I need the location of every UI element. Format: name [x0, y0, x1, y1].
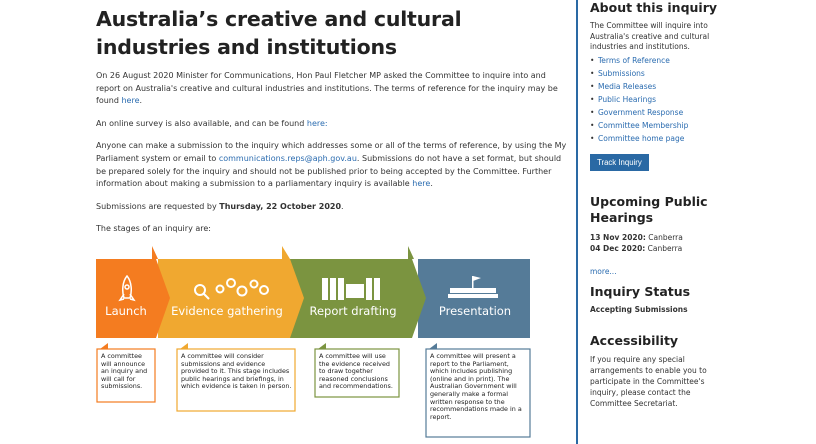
- link-government-response[interactable]: • Government Response: [590, 106, 816, 119]
- stage-label-evidence: Evidence gathering: [171, 304, 283, 318]
- link-terms-of-reference[interactable]: • Terms of Reference: [590, 54, 816, 67]
- main-content: [96, 0, 568, 236]
- link-committee-home[interactable]: • Committee home page: [590, 132, 816, 145]
- submission-text-b: . Submissions do not have a set format, but should be prepared solely for the inquiry and should not be published prior to being accepted by the Committee. Further information about making a submission to a parliamentary inquiry is available: [96, 153, 562, 189]
- stage-note-evidence: A committee will consider submissions and evidence provided to it. This stage includes public hearings and briefings, in which evidence is taken in person.: [181, 352, 292, 391]
- more-hearings-link[interactable]: more...: [590, 266, 617, 276]
- deadline-paragraph: Submissions are requested by Thursday, 22 October 2020.: [96, 201, 344, 211]
- submission-text-a: Anyone can make a submission to the inquiry which addresses some or all of the terms of reference, by using the My Parliament system or email to: [96, 141, 567, 163]
- hearing-item: 04 Dec 2020: Canberra: [590, 244, 683, 253]
- link-public-hearings[interactable]: • Public Hearings: [590, 93, 816, 106]
- link-media-releases[interactable]: • Media Releases: [590, 80, 816, 93]
- link-committee-membership[interactable]: • Committee Membership: [590, 119, 816, 132]
- track-inquiry-button[interactable]: Track Inquiry: [590, 154, 649, 171]
- survey-here-link[interactable]: here:: [306, 118, 328, 128]
- submission-paragraph: Anyone can make a submission to the inquiry which addresses some or all of the terms of reference, by using the My Parliament system or email to communications.reps@aph.gov.au. Submissions do not have a set format, but should be prepared solely for the inquiry and should not be published prior to being accepted by the Committee. Further information about making a submission to a parliamentary inquiry is available here.: [96, 141, 567, 189]
- intro-paragraph: On 26 August 2020 Minister for Communications, Hon Paul Fletcher MP asked the Committee to inquire into and report on Australia's creative and cultural industries and institutions. The terms of reference for the inquiry may be found here.: [96, 71, 558, 106]
- inquiry-stages-diagram: [96, 246, 532, 444]
- stage-label-report: Report drafting: [309, 304, 397, 318]
- page-title: Australia’s creative and cultural industries and institutions: [96, 7, 462, 59]
- about-text: The Committee will inquire into Australia's creative and cultural industries and institutions.: [590, 21, 710, 51]
- about-title: About this inquiry: [590, 0, 718, 15]
- survey-paragraph: [96, 118, 568, 131]
- survey-text: An online survey is also available, and can be found: [96, 118, 307, 128]
- email-link[interactable]: communications.reps@aph.gov.au: [218, 153, 357, 163]
- about-links: [590, 54, 816, 145]
- hearing-item: 13 Nov 2020: Canberra: [590, 232, 683, 242]
- upcoming-hearings-title: Upcoming Public Hearings: [590, 193, 708, 225]
- inquiry-status-title: Inquiry Status: [590, 283, 691, 299]
- terms-here-link[interactable]: here: [121, 96, 140, 106]
- sidebar: [576, 0, 816, 444]
- intro-text: On 26 August 2020 Minister for Communications, Hon Paul Fletcher MP asked the Committee to inquire into and report on Australia's creative and cultural industries and institutions. The terms of reference for the inquiry may be found: [96, 71, 558, 106]
- deadline-text: Submissions are requested by: [96, 201, 220, 211]
- inquiry-status-value: Accepting Submissions: [590, 304, 688, 314]
- stage-label-launch: Launch: [105, 304, 147, 318]
- stage-note-presentation: A committee will present a report to the Parliament, which includes publishing (online and in print). The Australian Government will generally make a formal written response to the recommendations made in a report.: [430, 352, 522, 421]
- stages-intro: The stages of an inquiry are:: [96, 224, 211, 234]
- submission-info-link[interactable]: here: [412, 179, 431, 189]
- stage-note-launch: A committee will announce an inquiry and will call for submissions.: [101, 352, 148, 391]
- accessibility-title: Accessibility: [590, 332, 679, 348]
- deadline-date: Thursday, 22 October 2020: [219, 201, 342, 211]
- link-submissions[interactable]: • Submissions: [590, 67, 816, 80]
- about-section: [578, 0, 816, 409]
- stage-label-presentation: Presentation: [438, 304, 512, 318]
- hearings-list: [590, 232, 816, 255]
- accessibility-text: If you require any special arrangements to enable you to participate in the Committee's inquiry, please contact the Committee Secretariat.: [590, 354, 707, 408]
- stage-note-report: A committee will use the evidence received to draw together reasoned conclusions and recommendations.: [319, 352, 393, 391]
